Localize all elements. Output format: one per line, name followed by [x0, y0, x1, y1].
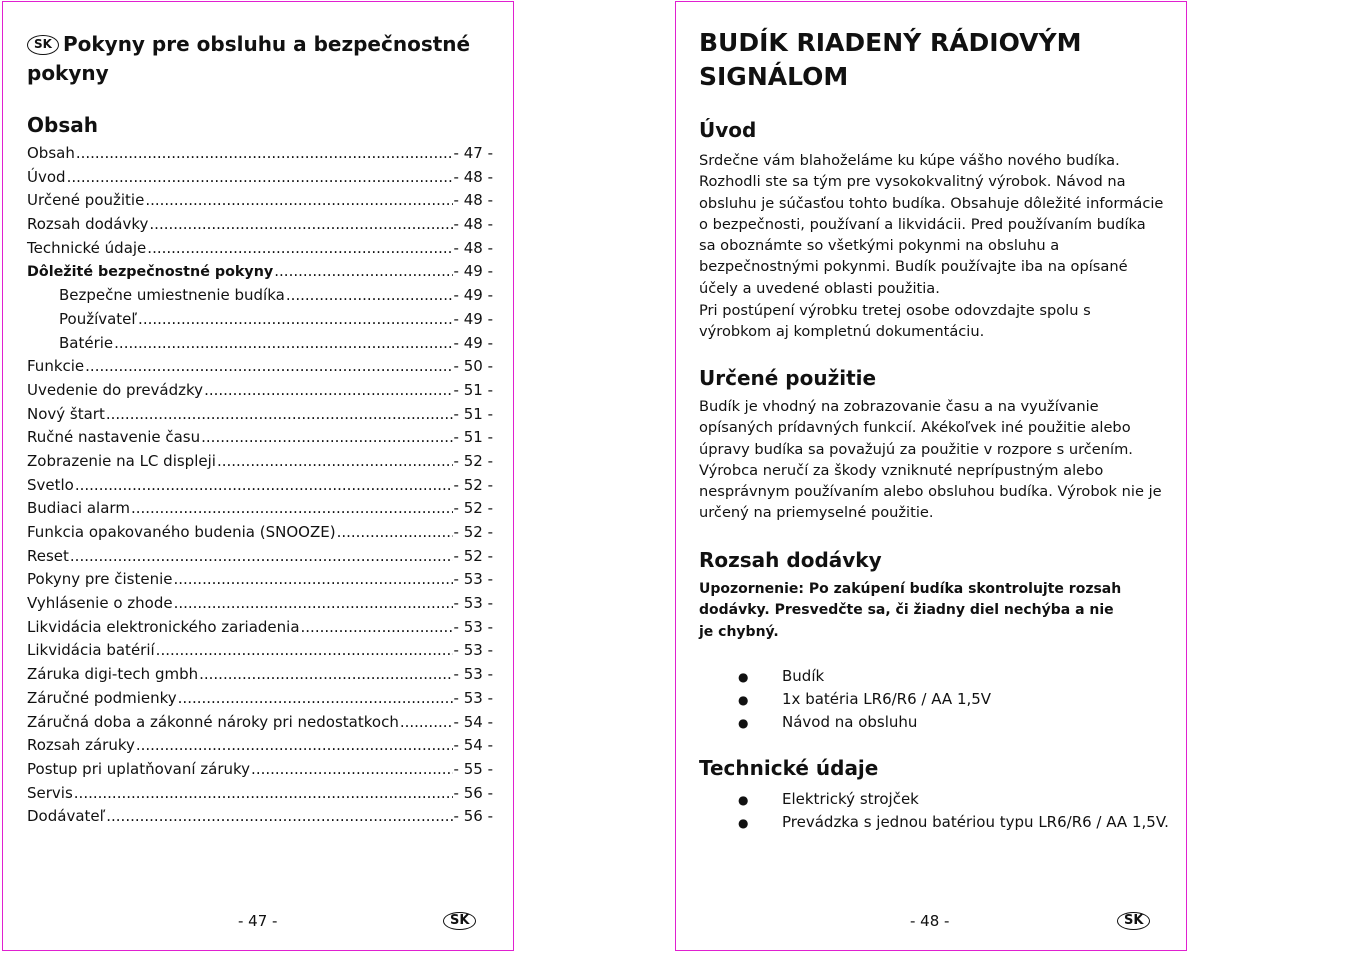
intro-heading: Úvod — [699, 118, 757, 142]
toc-leader-dots — [149, 215, 452, 233]
toc-leader-dots — [145, 191, 452, 209]
toc-entry — [27, 357, 493, 381]
bullet-icon: ● — [738, 693, 749, 707]
toc-entry-label: Úvod — [27, 167, 66, 186]
toc-entry-label: Likvidácia elektronického zariadenia — [27, 617, 300, 636]
toc-entry — [27, 168, 493, 192]
page-number: - 48 - — [910, 912, 950, 930]
delivery-list — [738, 667, 991, 736]
bullet-icon: ● — [738, 716, 749, 730]
intended-use-paragraph: Budík je vhodný na zobrazovanie času a na využívanie opísaných prídavných funkcií. Akékoľvek iné použitie alebo úpravy budíka sa považujú za použitie v rozpore s určením. Výrobca neručí za škody vzniknuté neprípustným alebo nesprávnym používaním alebo obsluhou budíka. Výrobok nie je určený na priemyselné použitie. — [699, 398, 1162, 522]
toc-entry-page: - 52 - — [453, 499, 493, 518]
toc-entry — [27, 713, 493, 737]
delivery-heading: Rozsah dodávky — [699, 548, 882, 572]
toc-leader-dots — [75, 476, 453, 494]
intro-paragraph: Srdečne vám blahoželáme ku kúpe vášho nového budíka. Rozhodli ste sa tým pre vysokokvalitný výrobok. Návod na obsluhu je súčasťou tohto budíka. Obsahuje dôležité informácie o bezpečnosti, používaní a likvidácii. Pred používaním budíka sa oboznámte so všetkými pokynmi na obsluhu a bezpečnostnými pokynmi. Budík používajte iba na opísané účely a uvedené oblasti použitia. — [699, 152, 1164, 297]
toc-entry — [27, 665, 493, 689]
intended-use-heading: Určené použitie — [699, 366, 877, 390]
toc-entry-page: - 53 - — [453, 594, 493, 613]
toc-leader-dots — [74, 784, 453, 802]
list-item — [738, 790, 1169, 813]
right-page — [675, 1, 1187, 951]
toc-entry-page: - 53 - — [453, 570, 493, 589]
toc-entry-page: - 49 - — [453, 309, 493, 328]
toc-leader-dots — [106, 807, 452, 825]
tech-list — [738, 790, 1169, 836]
toc-entry-page: - 48 - — [453, 191, 493, 210]
toc-entry-page: - 53 - — [453, 665, 493, 684]
toc-entry-label: Postup pri uplatňovaní záruky — [27, 759, 251, 778]
section-title — [27, 30, 487, 88]
toc-entry-label: Dôležité bezpečnostné pokyny — [27, 264, 274, 281]
toc-entry-label: Zobrazenie na LC displeji — [27, 451, 216, 470]
toc-entry-label: Rozsah dodávky — [27, 215, 149, 234]
language-badge: SK — [27, 35, 59, 55]
toc-leader-dots — [173, 570, 452, 588]
toc-entry-label: Servis — [27, 783, 73, 802]
toc-entry-page: - 56 - — [453, 783, 493, 802]
toc-entry-page: - 48 - — [453, 238, 493, 257]
page-title: BUDÍK RIADENÝ RÁDIOVÝM SIGNÁLOM — [699, 28, 1082, 91]
list-item — [738, 690, 991, 713]
toc-leader-dots — [106, 405, 453, 423]
footer-language-badge: SK — [1117, 912, 1150, 930]
bullet-icon: ● — [738, 816, 749, 830]
toc-leader-dots — [217, 452, 453, 470]
toc-entry — [27, 641, 493, 665]
toc-leader-dots — [178, 689, 453, 707]
toc-entry-label: Funkcia opakovaného budenia (SNOOZE) — [27, 523, 336, 541]
toc-entry — [27, 310, 493, 334]
tech-heading: Technické údaje — [699, 756, 879, 780]
toc-entry — [27, 547, 493, 571]
toc-leader-dots — [156, 641, 453, 659]
toc-entry-label: Technické údaje — [27, 238, 147, 257]
toc-entry-page: - 49 - — [453, 333, 493, 352]
list-item — [738, 667, 991, 690]
list-item-text: Budík — [782, 667, 825, 685]
toc-entry — [27, 736, 493, 760]
toc-entry-page: - 54 - — [453, 736, 493, 755]
toc-entry-label: Dodávateľ — [27, 807, 106, 826]
toc-entry-page: - 52 - — [453, 451, 493, 470]
list-item-text: Prevádzka s jednou batériou typu LR6/R6 / AA 1,5V. — [782, 813, 1169, 831]
toc-entry — [27, 381, 493, 405]
toc-entry-label: Záručné podmienky — [27, 688, 177, 707]
toc-leader-dots — [400, 713, 453, 731]
toc-entry — [27, 784, 493, 808]
toc-entry-label: Likvidácia batérií — [27, 641, 155, 660]
toc-entry — [27, 523, 493, 547]
toc-entry-label: Záruka digi-tech gmbh — [27, 665, 199, 684]
toc-entry — [27, 807, 493, 831]
toc-entry-label: Rozsah záruky — [27, 736, 135, 755]
toc-leader-dots — [201, 428, 452, 446]
toc-leader-dots — [251, 760, 453, 778]
intro-paragraph-2: Pri postúpení výrobku tretej osobe odovzdajte spolu s výrobkom aj kompletnú dokumentáciu. — [699, 302, 1091, 341]
toc-entry-label: Batérie — [59, 333, 114, 352]
toc-leader-dots — [70, 547, 453, 565]
toc-entry-label: Budiaci alarm — [27, 499, 130, 518]
toc-entry — [27, 144, 493, 168]
toc-entry — [27, 334, 493, 358]
toc-entry — [27, 405, 493, 429]
toc-entry-label: Funkcie — [27, 357, 85, 376]
toc-entry-label: Používateľ — [59, 309, 138, 328]
toc-entry-page: - 50 - — [453, 357, 493, 376]
toc-entry-page: - 48 - — [453, 167, 493, 186]
toc-entry — [27, 428, 493, 452]
toc-entry-label: Záručná doba a zákonné nároky pri nedostatkoch — [27, 712, 399, 731]
toc-entry — [27, 452, 493, 476]
toc-leader-dots — [204, 381, 452, 399]
toc-entry-page: - 49 - — [453, 286, 493, 305]
list-item-text: 1x batéria LR6/R6 / AA 1,5V — [782, 690, 992, 708]
toc-entry-label: Svetlo — [27, 475, 74, 494]
toc-entry-page: - 52 - — [453, 475, 493, 494]
table-of-contents — [27, 144, 493, 831]
list-item — [738, 813, 1169, 836]
toc-entry-label: Obsah — [27, 144, 75, 162]
toc-leader-dots — [199, 665, 452, 683]
toc-entry-label: Ručné nastavenie času — [27, 428, 201, 447]
toc-entry-page: - 47 - — [453, 144, 493, 162]
toc-leader-dots — [138, 310, 453, 328]
toc-entry — [27, 760, 493, 784]
toc-entry — [27, 499, 493, 523]
toc-entry-label: Uvedenie do prevádzky — [27, 380, 204, 399]
toc-leader-dots — [136, 736, 453, 754]
toc-entry-page: - 54 - — [453, 712, 493, 731]
toc-entry-label: Bezpečne umiestnenie budíka — [59, 286, 285, 305]
toc-heading: Obsah — [27, 113, 98, 137]
bullet-icon: ● — [738, 793, 749, 807]
bullet-icon: ● — [738, 670, 749, 684]
toc-leader-dots — [174, 594, 453, 612]
page-number: - 47 - — [238, 912, 278, 930]
toc-entry — [27, 239, 493, 263]
list-item-text: Návod na obsluhu — [782, 713, 918, 731]
toc-entry — [27, 191, 493, 215]
toc-entry-page: - 51 - — [453, 380, 493, 399]
toc-entry-page: - 51 - — [453, 428, 493, 447]
toc-entry — [27, 476, 493, 500]
list-item-text: Elektrický strojček — [782, 790, 919, 808]
toc-entry — [27, 215, 493, 239]
toc-entry — [27, 594, 493, 618]
toc-leader-dots — [286, 286, 453, 304]
left-page — [2, 1, 514, 951]
toc-leader-dots — [301, 618, 453, 636]
section-title-text: Pokyny pre obsluhu a bezpečnostné pokyny — [27, 32, 471, 85]
toc-leader-dots — [147, 239, 452, 257]
toc-leader-dots — [67, 168, 453, 186]
toc-entry — [27, 618, 493, 642]
toc-entry-label: Reset — [27, 546, 69, 565]
toc-entry-page: - 52 - — [453, 546, 493, 565]
toc-entry-page: - 55 - — [453, 759, 493, 778]
toc-leader-dots — [131, 499, 453, 517]
toc-entry-page: - 53 - — [453, 641, 493, 660]
toc-leader-dots — [337, 523, 453, 541]
toc-entry-page: - 48 - — [453, 215, 493, 234]
toc-leader-dots — [274, 262, 452, 280]
toc-entry-label: Nový štart — [27, 404, 105, 423]
toc-entry-page: - 56 - — [453, 807, 493, 826]
toc-entry-page: - 49 - — [453, 262, 493, 281]
footer-language-badge: SK — [443, 912, 476, 930]
toc-entry — [27, 689, 493, 713]
toc-entry-label: Vyhlásenie o zhode — [27, 594, 173, 613]
list-item — [738, 713, 991, 736]
toc-entry — [27, 570, 493, 594]
toc-leader-dots — [85, 357, 452, 375]
toc-leader-dots — [76, 144, 453, 162]
toc-entry — [27, 286, 493, 310]
toc-entry-page: - 53 - — [453, 617, 493, 636]
toc-entry-label: Určené použitie — [27, 191, 145, 210]
toc-entry-page: - 53 - — [453, 688, 493, 707]
toc-entry-page: - 51 - — [453, 404, 493, 423]
toc-entry-page: - 52 - — [453, 523, 493, 541]
delivery-warning: Upozornenie: Po zakúpení budíka skontrolujte rozsah dodávky. Presvedčte sa, či žiadny diel nechýba a nie je chybný. — [699, 581, 1122, 640]
toc-entry-label: Pokyny pre čistenie — [27, 570, 173, 589]
toc-entry — [27, 262, 493, 286]
toc-leader-dots — [114, 334, 452, 352]
